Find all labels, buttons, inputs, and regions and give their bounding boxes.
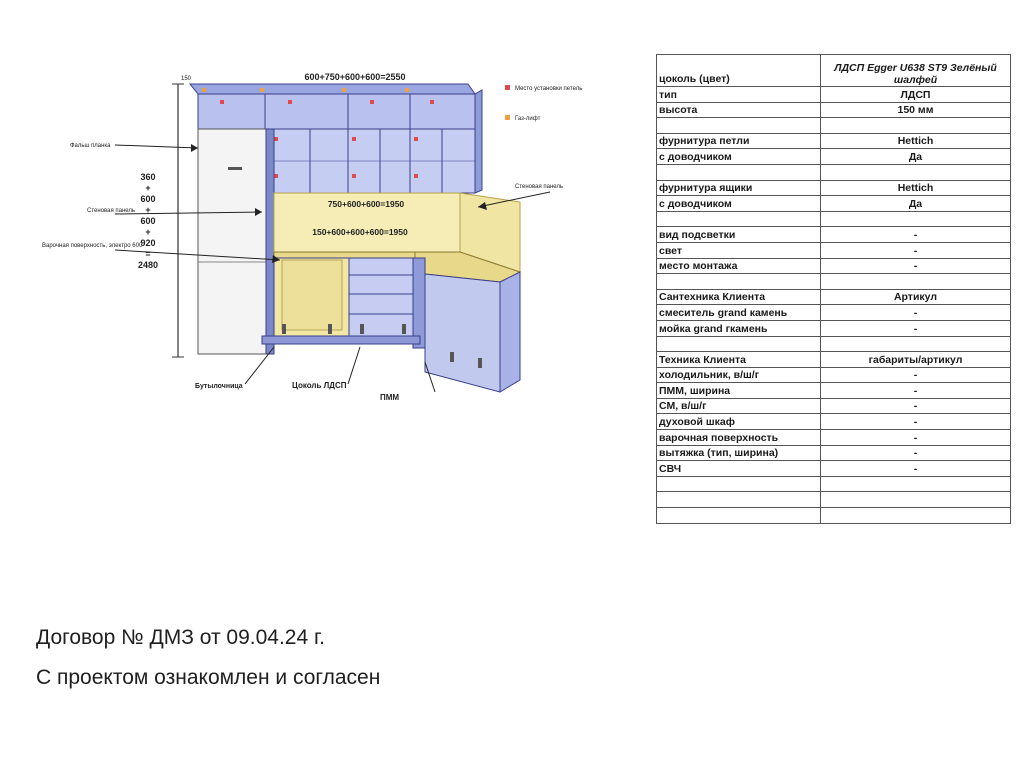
spec-value: [821, 492, 1011, 508]
spec-label: высота: [657, 102, 821, 118]
spec-row: [657, 320, 1011, 336]
height-plus-3: +: [145, 227, 151, 237]
spec-label: тип: [657, 87, 821, 103]
spec-row: [657, 196, 1011, 212]
spec-row: [657, 102, 1011, 118]
kitchen-drawing: [30, 62, 630, 412]
spec-label: фурнитура ящики: [657, 180, 821, 196]
spec-row: [657, 352, 1011, 368]
spec-label: мойка grand гкамень: [657, 320, 821, 336]
height-plus-2: +: [145, 205, 151, 215]
spec-value: -: [821, 227, 1011, 243]
spec-label: место монтажа: [657, 258, 821, 274]
spec-row: [657, 87, 1011, 103]
upper-crown: [190, 84, 475, 94]
spec-value: -: [821, 398, 1011, 414]
spec-label: цоколь (цвет): [657, 55, 821, 87]
spec-value: -: [821, 367, 1011, 383]
spec-label: [657, 336, 821, 352]
label-bottle: Бутылочница: [195, 383, 243, 390]
base-cabinet-corner: [425, 274, 500, 392]
plinth: [262, 336, 420, 344]
spec-value: Артикул: [821, 289, 1011, 305]
spec-label: Техника Клиента: [657, 352, 821, 368]
fridge-handle: [228, 167, 242, 170]
spec-row: [657, 211, 1011, 227]
spec-value: 150 мм: [821, 102, 1011, 118]
spec-value: -: [821, 242, 1011, 258]
spec-label: Сантехника Клиента: [657, 289, 821, 305]
spec-label: вид подсветки: [657, 227, 821, 243]
height-plus-1: +: [145, 183, 151, 193]
spec-row: [657, 289, 1011, 305]
legend-gas: Газ-лифт: [515, 116, 541, 122]
spec-value: -: [821, 414, 1011, 430]
spec-value: [821, 508, 1011, 524]
spec-row: [657, 118, 1011, 134]
legend-hinge: Место установки петель: [515, 86, 583, 92]
spec-row: [657, 398, 1011, 414]
agreement-line: С проектом ознакомлен и согласен: [36, 666, 381, 689]
spec-row: [657, 508, 1011, 524]
height-equals: =: [145, 249, 151, 259]
spec-row: [657, 149, 1011, 165]
spec-label: духовой шкаф: [657, 414, 821, 430]
spec-row: [657, 445, 1011, 461]
spec-row: [657, 414, 1011, 430]
spec-value: Hettich: [821, 180, 1011, 196]
spec-row: [657, 461, 1011, 477]
spec-row: [657, 336, 1011, 352]
hinge-marker-icon: [505, 85, 510, 90]
spec-value: [821, 274, 1011, 290]
top-width-formula: 600+750+600+600=2550: [304, 72, 406, 82]
spec-value: Да: [821, 196, 1011, 212]
spec-label: вытяжка (тип, ширина): [657, 445, 821, 461]
height-part-3: 600: [140, 216, 156, 226]
height-part-4: 920: [140, 238, 156, 248]
base-formula: 150+600+600+600=1950: [312, 227, 408, 237]
spec-label: [657, 492, 821, 508]
spec-table: [656, 54, 1011, 524]
spec-label: ПММ, ширина: [657, 383, 821, 399]
spec-label: фурнитура петли: [657, 133, 821, 149]
kitchen-drawing-svg: [30, 62, 630, 412]
label-wall-panel-right: Стеновая панель: [515, 184, 564, 190]
height-label-top: 150: [181, 76, 192, 82]
spec-label: [657, 211, 821, 227]
spec-label: [657, 508, 821, 524]
spec-label: смеситель grand камень: [657, 305, 821, 321]
label-dishwasher: ПММ: [380, 393, 400, 402]
height-total: 2480: [137, 260, 159, 270]
spec-value: габариты/артикул: [821, 352, 1011, 368]
spec-row: [657, 492, 1011, 508]
gas-lift-marker-icon: [505, 115, 510, 120]
spec-label: [657, 118, 821, 134]
spec-label: холодильник, в/ш/г: [657, 367, 821, 383]
spec-value: -: [821, 320, 1011, 336]
spec-row: [657, 430, 1011, 446]
spec-row: [657, 258, 1011, 274]
spec-row: [657, 274, 1011, 290]
countertop-left: [274, 252, 415, 258]
spec-value: -: [821, 445, 1011, 461]
spec-row: [657, 55, 1011, 87]
upper-row-1: [198, 94, 475, 129]
spec-value: Hettich: [821, 133, 1011, 149]
spec-value: -: [821, 305, 1011, 321]
spec-label: СМ, в/ш/г: [657, 398, 821, 414]
fridge-column: [198, 129, 270, 354]
spec-value: [821, 118, 1011, 134]
wall-formula: 750+600+600=1950: [327, 199, 405, 209]
spec-value: [821, 336, 1011, 352]
spec-label: с доводчиком: [657, 149, 821, 165]
spec-label: с доводчиком: [657, 196, 821, 212]
spec-value: Да: [821, 149, 1011, 165]
contract-line: Договор № ДМЗ от 09.04.24 г.: [36, 626, 325, 649]
spec-row: [657, 180, 1011, 196]
spec-label: варочная поверхность: [657, 430, 821, 446]
spec-value: ЛДСП Egger U638 ST9 Зелёный шалфей: [821, 55, 1011, 87]
spec-value: [821, 164, 1011, 180]
spec-row: [657, 164, 1011, 180]
label-false-plank: Фальш планка: [70, 143, 111, 149]
spec-value: -: [821, 258, 1011, 274]
height-part-1: 360: [140, 172, 156, 182]
spec-label: свет: [657, 242, 821, 258]
spec-value: -: [821, 461, 1011, 477]
label-wall-panel-left: Стеновая панель: [87, 208, 136, 214]
height-part-2: 600: [140, 194, 156, 204]
spec-row: [657, 305, 1011, 321]
spec-row: [657, 383, 1011, 399]
spec-row: [657, 476, 1011, 492]
spec-label: [657, 476, 821, 492]
spec-value: ЛДСП: [821, 87, 1011, 103]
spec-row: [657, 133, 1011, 149]
spec-value: -: [821, 430, 1011, 446]
label-hob: Варочная поверхность, электро 600: [42, 243, 143, 249]
spec-value: [821, 476, 1011, 492]
spec-table-body: [657, 55, 1011, 524]
spec-value: -: [821, 383, 1011, 399]
spec-row: [657, 242, 1011, 258]
label-plinth: Цоколь ЛДСП: [292, 381, 347, 390]
spec-label: [657, 164, 821, 180]
spec-row: [657, 367, 1011, 383]
spec-label: СВЧ: [657, 461, 821, 477]
spec-label: [657, 274, 821, 290]
spec-value: [821, 211, 1011, 227]
spec-row: [657, 227, 1011, 243]
